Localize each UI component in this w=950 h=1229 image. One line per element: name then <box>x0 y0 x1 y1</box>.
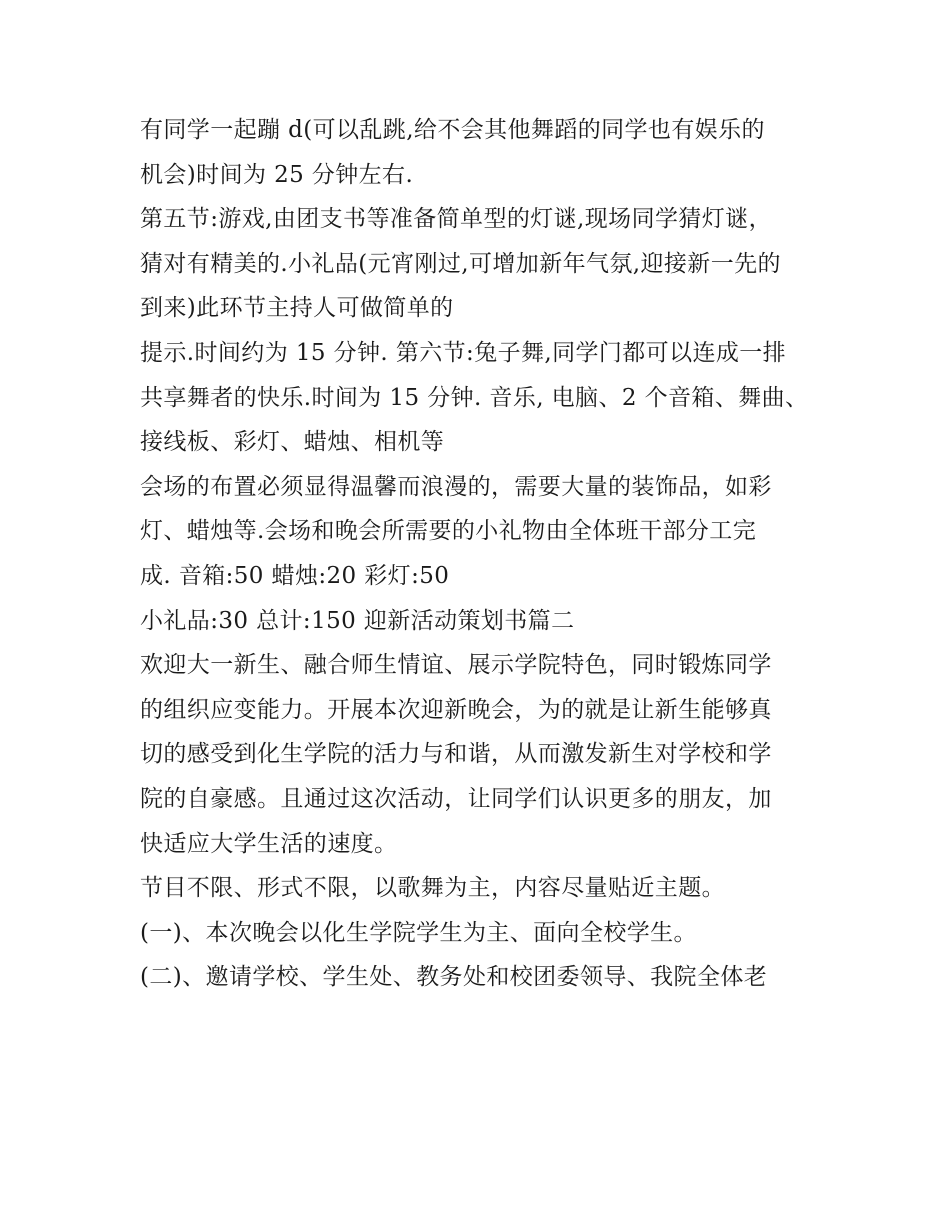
text-line: 的组织应变能力。开展本次迎新晚会，为的就是让新生能够真 <box>140 696 772 723</box>
text-line: 成. 音箱:50 蜡烛:20 彩灯:50 <box>140 562 450 589</box>
text-line: 共享舞者的快乐.时间为 15 分钟. 音乐, 电脑、2 个音箱、舞曲、 <box>140 384 809 411</box>
text-line: 猜对有精美的.小礼品(元宵刚过,可增加新年气氛,迎接新一先的 <box>140 250 781 277</box>
text-line: 第五节:游戏,由团支书等准备简单型的灯谜,现场同学猜灯谜， <box>140 206 772 233</box>
text-line: 机会)时间为 25 分钟左右. <box>140 161 414 188</box>
text-line: 欢迎大一新生、融合师生情谊、展示学院特色，同时锻炼同学 <box>140 652 772 679</box>
text-line: 小礼品:30 总计:150 迎新活动策划书篇二 <box>140 607 575 634</box>
document-body <box>140 108 820 1000</box>
text-line: 灯、蜡烛等.会场和晚会所需要的小礼物由全体班干部分工完 <box>140 518 757 545</box>
text-line: 节目不限、形式不限，以歌舞为主，内容尽量贴近主题。 <box>140 875 725 902</box>
text-line: 快适应大学生活的速度。 <box>140 830 398 857</box>
text-line: 提示.时间约为 15 分钟. 第六节:兔子舞,同学门都可以连成一排 <box>140 339 787 366</box>
text-line: 有同学一起蹦 d(可以乱跳,给不会其他舞蹈的同学也有娱乐的 <box>140 117 765 143</box>
text-line: (一)、本次晚会以化生学院学生为主、面向全校学生。 <box>140 919 697 946</box>
text-line: 到来)此环节主持人可做简单的 <box>140 295 454 322</box>
text-line: 会场的布置必须显得温馨而浪漫的，需要大量的装饰品，如彩 <box>140 473 772 500</box>
text-line: 切的感受到化生学院的活力与和谐，从而激发新生对学校和学 <box>140 741 772 768</box>
text-line: 接线板、彩灯、蜡烛、相机等 <box>140 429 445 456</box>
text-line: 院的自豪感。且通过这次活动，让同学们认识更多的朋友，加 <box>140 785 772 812</box>
text-line: (二)、邀请学校、学生处、教务处和校团委领导、我院全体老 <box>140 964 768 991</box>
